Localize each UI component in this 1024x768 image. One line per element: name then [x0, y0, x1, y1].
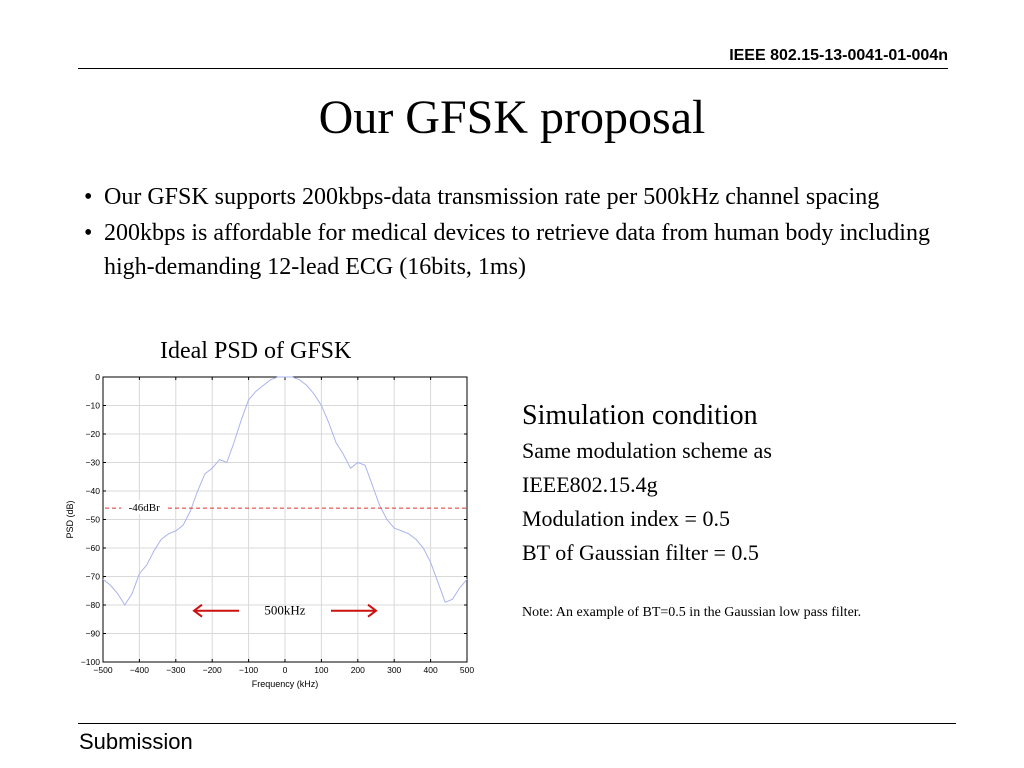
x-tick-label: 0: [282, 665, 288, 675]
simulation-line: Same modulation scheme as: [522, 438, 772, 463]
footer-divider: [78, 723, 956, 724]
simulation-line: Modulation index = 0.5: [522, 506, 730, 531]
x-axis-label: Frequency (kHz): [251, 679, 319, 689]
y-tick-label: −50: [85, 514, 100, 525]
y-tick-label: −70: [85, 571, 100, 582]
bullet-list: [84, 180, 984, 286]
chart-caption: Ideal PSD of GFSK: [160, 338, 352, 364]
footer-label: Submission: [79, 729, 193, 754]
bullet-text: 200kbps is affordable for medical devices to retrieve data from human body including high-demanding 12-lead ECG (16bits, 1ms): [104, 220, 930, 280]
x-tick-label: −200: [202, 665, 222, 675]
simulation-title: Simulation condition: [522, 400, 758, 431]
document-id: IEEE 802.15-13-0041-01-004n: [729, 47, 948, 64]
slide-title: Our GFSK proposal: [318, 91, 706, 144]
y-tick-label: −100: [80, 657, 100, 667]
header-divider: [78, 68, 948, 69]
y-tick-label: −40: [85, 486, 100, 496]
y-axis-label: PSD (dB): [65, 500, 75, 539]
x-tick-label: 400: [423, 665, 438, 675]
simulation-line: IEEE802.15.4g: [522, 472, 658, 497]
x-tick-label: −100: [239, 665, 259, 675]
chart-grid: [103, 377, 467, 662]
y-tick-label: 0: [95, 372, 100, 382]
x-tick-label: 300: [387, 665, 402, 675]
y-tick-label: −20: [85, 429, 100, 439]
bullet-text: Our GFSK supports 200kbps-data transmission rate per 500kHz channel spacing: [104, 184, 880, 210]
bullet-glyph: •: [84, 184, 93, 210]
y-tick-label: −90: [85, 628, 100, 639]
simulation-panel: [522, 398, 962, 570]
x-tick-label: −400: [129, 665, 149, 675]
x-tick-label: −300: [166, 665, 186, 675]
y-tick-label: −60: [85, 543, 100, 553]
y-tick-label: −80: [85, 600, 100, 610]
y-tick-label: −10: [85, 400, 100, 411]
x-tick-label: 200: [350, 665, 365, 675]
note-text: Note: An example of BT=0.5 in the Gaussian low pass filter.: [522, 605, 862, 620]
x-tick-label: 100: [314, 665, 329, 675]
bullet-item: [84, 216, 984, 284]
bullet-item: [84, 180, 984, 214]
x-tick-label: −500: [93, 665, 113, 675]
simulation-line: BT of Gaussian filter = 0.5: [522, 540, 759, 565]
reference-label: -46dBr: [128, 502, 160, 515]
y-tick-label: −30: [85, 457, 100, 468]
bullet-glyph: •: [84, 220, 93, 246]
x-tick-label: 500: [459, 665, 475, 675]
chart-annotations: [105, 500, 467, 618]
span-label: 500kHz: [264, 602, 306, 618]
psd-chart: [60, 366, 490, 696]
